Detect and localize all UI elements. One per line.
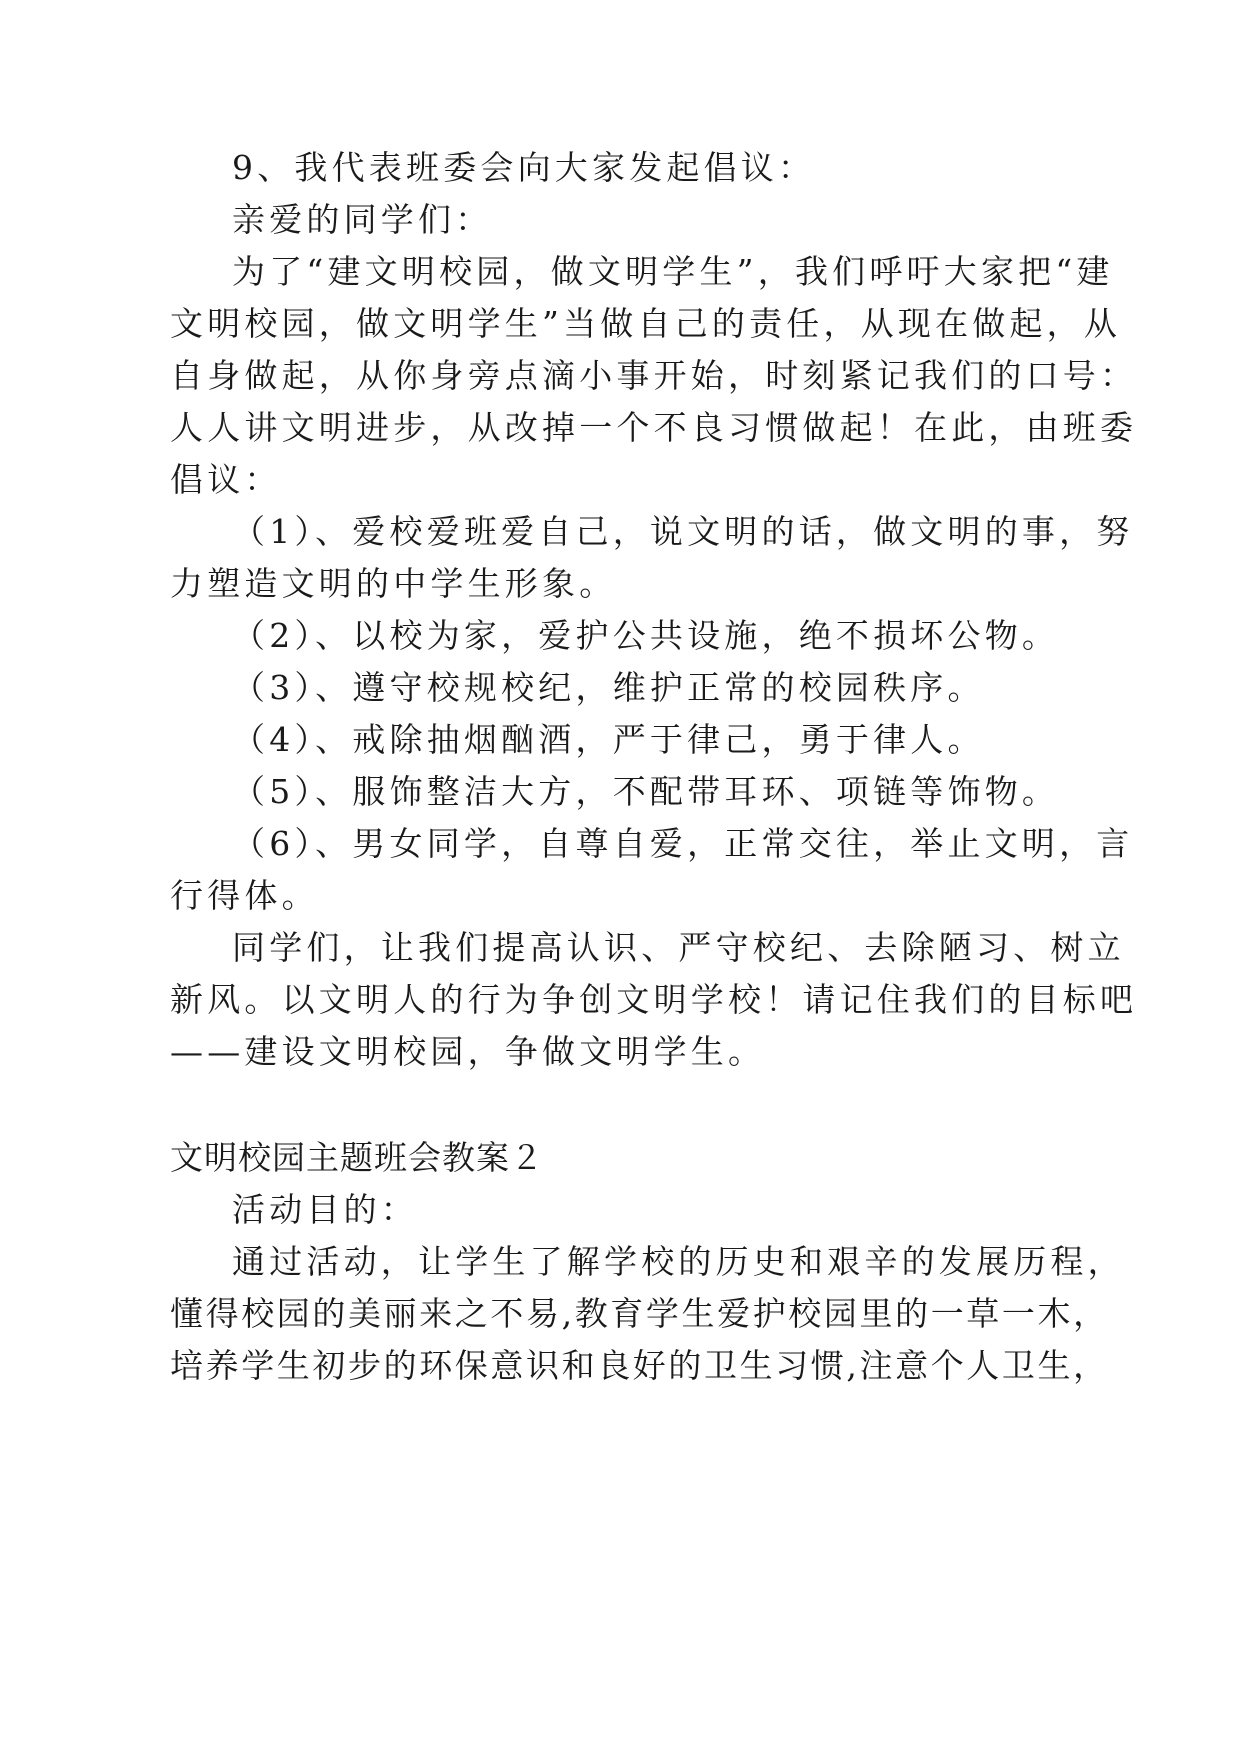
paragraph-line: ——建设文明校园，争做文明学生。 xyxy=(170,1032,766,1071)
paragraph-line: 倡议： xyxy=(170,460,282,499)
paragraph-line: 力塑造文明的中学生形象。 xyxy=(170,564,617,603)
paragraph-line: 为了“建文明校园，做文明学生”，我们呼吁大家把“建 xyxy=(232,252,1114,291)
paragraph-line: （3）、遵守校规校纪，维护正常的校园秩序。 xyxy=(232,668,985,707)
paragraph-line: 亲爱的同学们： xyxy=(232,200,493,239)
paragraph-line: 9、我代表班委会向大家发起倡议： xyxy=(232,148,816,187)
paragraph-line: 活动目的： xyxy=(232,1190,418,1229)
paragraph-line: 行得体。 xyxy=(170,876,319,915)
paragraph-line: （1）、爱校爱班爱自己，说文明的话，做文明的事，努 xyxy=(232,512,1134,551)
paragraph-line: 自身做起，从你身旁点滴小事开始，时刻紧记我们的口号： xyxy=(170,356,1138,395)
paragraph-line: （6）、男女同学，自尊自爱，正常交往，举止文明，言 xyxy=(232,824,1134,863)
paragraph-line: 新风。以文明人的行为争创文明学校！请记住我们的目标吧 xyxy=(170,980,1138,1019)
paragraph-line: （5）、服饰整洁大方，不配带耳环、项链等饰物。 xyxy=(232,772,1060,811)
paragraph-line: （2）、以校为家，爱护公共设施，绝不损坏公物。 xyxy=(232,616,1060,655)
paragraph-line: 培养学生初步的环保意识和良好的卫生习惯,注意个人卫生， xyxy=(170,1346,1109,1385)
paragraph-line: 通过活动，让学生了解学校的历史和艰辛的发展历程， xyxy=(232,1242,1125,1281)
paragraph-line: 人人讲文明进步，从改掉一个不良习惯做起！在此，由班委 xyxy=(170,408,1138,447)
paragraph-line: （4）、戒除抽烟酗酒，严于律己，勇于律人。 xyxy=(232,720,985,759)
paragraph-line: 懂得校园的美丽来之不易,教育学生爱护校园里的一草一木， xyxy=(170,1294,1109,1333)
paragraph-line: 同学们，让我们提高认识、严守校纪、去除陋习、树立 xyxy=(232,928,1125,967)
section-heading: 文明校园主题班会教案２ xyxy=(170,1138,544,1177)
paragraph-line: 文明校园，做文明学生”当做自己的责任，从现在做起，从 xyxy=(170,304,1122,343)
